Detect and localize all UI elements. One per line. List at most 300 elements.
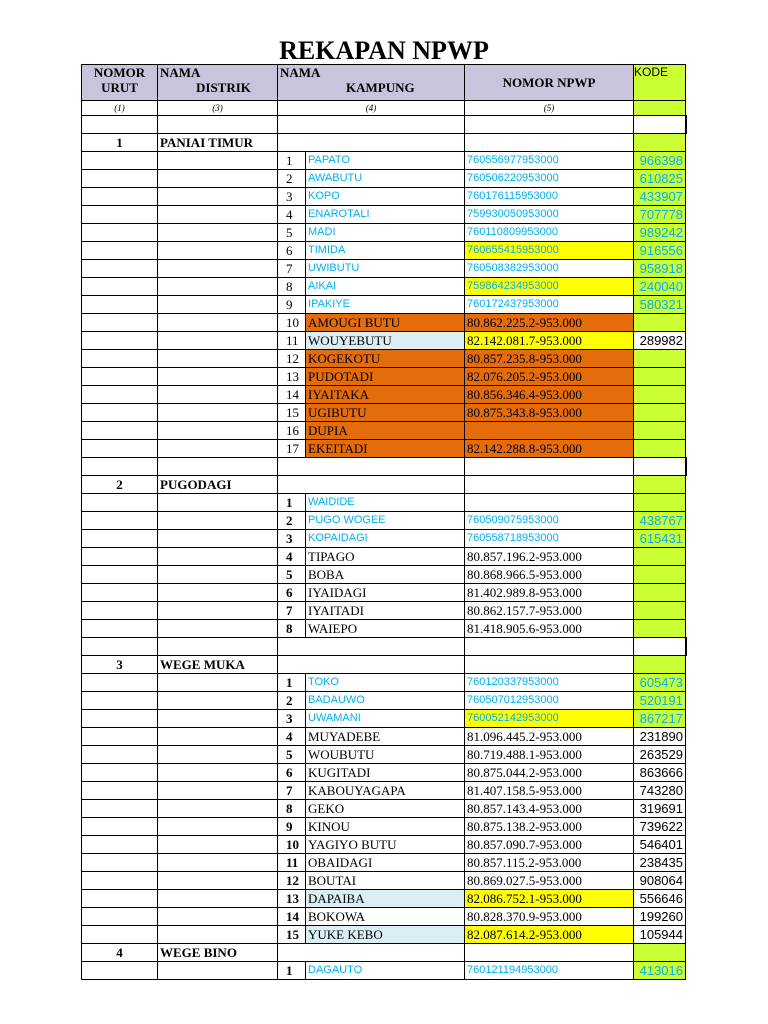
npwp-value: 81.418.905.6-953.000 — [465, 620, 634, 638]
npwp-value: 760556977953000 — [465, 152, 634, 170]
empty-cell — [82, 458, 158, 476]
empty-cell — [82, 422, 158, 440]
empty-cell — [278, 656, 465, 674]
npwp-value: 82.086.752.1-953.000 — [465, 890, 634, 908]
header-nama-kampung — [278, 65, 465, 101]
kode-value — [634, 602, 686, 620]
npwp-value: 80.857.235.8-953.000 — [465, 350, 634, 368]
kode-value: 438767 — [634, 512, 686, 530]
district-name: WEGE MUKA — [158, 656, 278, 674]
village-number: 13 — [278, 890, 306, 908]
village-number: 9 — [278, 296, 306, 314]
empty-cell — [82, 584, 158, 602]
table-row — [82, 386, 687, 404]
kode-cell — [634, 134, 686, 152]
empty-cell — [82, 800, 158, 818]
empty-cell — [158, 818, 278, 836]
kode-value: 916556 — [634, 242, 686, 260]
empty-cell — [82, 962, 158, 980]
table-row — [82, 800, 687, 818]
npwp-value: 760110809953000 — [465, 224, 634, 242]
empty-cell — [158, 116, 278, 134]
empty-cell — [158, 566, 278, 584]
village-number: 2 — [278, 512, 306, 530]
empty-cell — [158, 782, 278, 800]
district-name: WEGE BINO — [158, 944, 278, 962]
empty-cell — [82, 674, 158, 692]
empty-cell — [82, 710, 158, 728]
npwp-value: 80.862.157.7-953.000 — [465, 602, 634, 620]
village-number: 7 — [278, 782, 306, 800]
npwp-value: 80.857.115.2-953.000 — [465, 854, 634, 872]
table-row — [82, 368, 687, 386]
kode-value — [634, 368, 686, 386]
empty-cell — [82, 620, 158, 638]
district-row — [82, 656, 687, 674]
npwp-value: 760509075953000 — [465, 512, 634, 530]
table-row — [82, 152, 687, 170]
empty-cell — [82, 926, 158, 944]
village-name: IYAITAKA — [306, 386, 465, 404]
village-name: WOUYEBUTU — [306, 332, 465, 350]
empty-cell — [158, 242, 278, 260]
empty-cell — [278, 116, 465, 134]
header-nama-distrik-line2: DISTRIK — [196, 80, 251, 95]
header-nomor-urut-line2: URUT — [101, 80, 138, 95]
kode-value — [634, 566, 686, 584]
table-row — [82, 440, 687, 458]
npwp-value: 80.875.343.8-953.000 — [465, 404, 634, 422]
empty-cell — [158, 458, 278, 476]
kode-value: 105944 — [634, 926, 686, 944]
empty-cell — [158, 440, 278, 458]
village-name: DAGAUTO — [306, 962, 465, 980]
npwp-value: 82.076.205.2-953.000 — [465, 368, 634, 386]
kode-value: 580321 — [634, 296, 686, 314]
village-number: 1 — [278, 494, 306, 512]
table-row — [82, 818, 687, 836]
village-number: 11 — [278, 332, 306, 350]
empty-cell — [465, 134, 634, 152]
empty-cell — [82, 116, 158, 134]
table-row — [82, 332, 687, 350]
table-row — [82, 296, 687, 314]
kode-value — [634, 404, 686, 422]
kode-value: 610825 — [634, 170, 686, 188]
village-number: 10 — [278, 314, 306, 332]
village-number: 6 — [278, 584, 306, 602]
village-number: 8 — [278, 800, 306, 818]
empty-cell — [158, 350, 278, 368]
village-name: PUGO WOGEE — [306, 512, 465, 530]
table-row — [82, 404, 687, 422]
empty-cell — [82, 188, 158, 206]
kode-value: 707778 — [634, 206, 686, 224]
table-row — [82, 566, 687, 584]
table-row — [82, 278, 687, 296]
village-number: 7 — [278, 602, 306, 620]
table-row — [82, 206, 687, 224]
table-row — [82, 170, 687, 188]
village-number: 17 — [278, 440, 306, 458]
header-nama-kampung-line2: KAMPUNG — [346, 80, 415, 95]
empty-cell — [158, 890, 278, 908]
village-name: YUKE KEBO — [306, 926, 465, 944]
kode-value: 958918 — [634, 260, 686, 278]
empty-cell — [158, 602, 278, 620]
village-number: 6 — [278, 242, 306, 260]
village-name: IYAITADI — [306, 602, 465, 620]
blank-row — [82, 116, 687, 134]
village-number: 5 — [278, 566, 306, 584]
village-number: 1 — [278, 962, 306, 980]
table-row — [82, 584, 687, 602]
table-row — [82, 314, 687, 332]
district-row — [82, 134, 687, 152]
empty-cell — [82, 728, 158, 746]
npwp-value: 80.828.370.9-953.000 — [465, 908, 634, 926]
table-row — [82, 782, 687, 800]
empty-cell — [158, 278, 278, 296]
empty-cell — [82, 854, 158, 872]
npwp-value: 82.087.614.2-953.000 — [465, 926, 634, 944]
village-name: AMOUGI BUTU — [306, 314, 465, 332]
village-name: AWABUTU — [306, 170, 465, 188]
header-row — [82, 65, 687, 101]
kode-value: 546401 — [634, 836, 686, 854]
empty-cell — [634, 116, 686, 134]
empty-cell — [465, 476, 634, 494]
empty-cell — [82, 872, 158, 890]
village-name: TOKO — [306, 674, 465, 692]
table-row — [82, 890, 687, 908]
district-name: PUGODAGI — [158, 476, 278, 494]
kode-value — [634, 440, 686, 458]
village-number: 12 — [278, 350, 306, 368]
npwp-value: 80.719.488.1-953.000 — [465, 746, 634, 764]
village-name: MUYADEBE — [306, 728, 465, 746]
kode-value: 743280 — [634, 782, 686, 800]
table-row — [82, 836, 687, 854]
npwp-value — [465, 422, 634, 440]
empty-cell — [158, 206, 278, 224]
empty-cell — [158, 764, 278, 782]
kode-value: 863666 — [634, 764, 686, 782]
empty-cell — [158, 836, 278, 854]
empty-cell — [465, 116, 634, 134]
empty-cell — [158, 152, 278, 170]
table-row — [82, 260, 687, 278]
empty-cell — [82, 332, 158, 350]
village-name: PUDOTADI — [306, 368, 465, 386]
table-row — [82, 926, 687, 944]
kode-value: 199260 — [634, 908, 686, 926]
village-name: KUGITADI — [306, 764, 465, 782]
empty-cell — [465, 656, 634, 674]
village-number: 12 — [278, 872, 306, 890]
npwp-value: 760121194953000 — [465, 962, 634, 980]
kode-value — [634, 422, 686, 440]
empty-cell — [158, 548, 278, 566]
npwp-value: 760052142953000 — [465, 710, 634, 728]
table-row — [82, 548, 687, 566]
kode-value — [634, 584, 686, 602]
table-row — [82, 494, 687, 512]
village-number: 3 — [278, 188, 306, 206]
colnum-kode — [634, 101, 686, 116]
empty-cell — [158, 746, 278, 764]
empty-cell — [158, 512, 278, 530]
empty-cell — [278, 458, 465, 476]
npwp-value: 80.868.966.5-953.000 — [465, 566, 634, 584]
village-number: 4 — [278, 206, 306, 224]
blank-row — [82, 638, 687, 656]
header-nama-distrik — [158, 65, 278, 101]
kode-value: 289982 — [634, 332, 686, 350]
empty-cell — [82, 278, 158, 296]
kode-value: 413016 — [634, 962, 686, 980]
npwp-value: 80.857.196.2-953.000 — [465, 548, 634, 566]
empty-cell — [82, 890, 158, 908]
village-name: UWAMANI — [306, 710, 465, 728]
npwp-value: 760558718953000 — [465, 530, 634, 548]
empty-cell — [158, 926, 278, 944]
village-number: 15 — [278, 404, 306, 422]
village-name: WAIEPO — [306, 620, 465, 638]
kode-cell — [634, 656, 686, 674]
village-name: IPAKIYE — [306, 296, 465, 314]
empty-cell — [158, 872, 278, 890]
district-row — [82, 476, 687, 494]
district-row — [82, 944, 687, 962]
village-number: 1 — [278, 152, 306, 170]
empty-cell — [278, 638, 465, 656]
table-row — [82, 602, 687, 620]
empty-cell — [82, 692, 158, 710]
empty-cell — [158, 710, 278, 728]
npwp-value: 80.856.346.4-953.000 — [465, 386, 634, 404]
village-name: DUPIA — [306, 422, 465, 440]
empty-cell — [465, 458, 634, 476]
village-name: KINOU — [306, 818, 465, 836]
empty-cell — [158, 404, 278, 422]
empty-cell — [82, 602, 158, 620]
empty-cell — [82, 296, 158, 314]
empty-cell — [158, 908, 278, 926]
empty-cell — [82, 764, 158, 782]
village-name: KOGEKOTU — [306, 350, 465, 368]
empty-cell — [278, 476, 465, 494]
kode-value: 739622 — [634, 818, 686, 836]
district-number: 1 — [82, 134, 158, 152]
empty-cell — [82, 548, 158, 566]
village-name: UWIBUTU — [306, 260, 465, 278]
empty-cell — [278, 944, 465, 962]
table-row — [82, 962, 687, 980]
table-row — [82, 422, 687, 440]
empty-cell — [82, 836, 158, 854]
district-name: PANIAI TIMUR — [158, 134, 278, 152]
kode-cell — [634, 476, 686, 494]
village-name: ENAROTALI — [306, 206, 465, 224]
kode-value: 319691 — [634, 800, 686, 818]
village-name: AIKAI — [306, 278, 465, 296]
district-number: 3 — [82, 656, 158, 674]
empty-cell — [158, 962, 278, 980]
village-number: 5 — [278, 224, 306, 242]
kode-value: 263529 — [634, 746, 686, 764]
npwp-value: 759930050953000 — [465, 206, 634, 224]
village-name: WAIDIDE — [306, 494, 465, 512]
kode-value: 605473 — [634, 674, 686, 692]
empty-cell — [82, 386, 158, 404]
empty-cell — [158, 494, 278, 512]
village-name: EKEITADI — [306, 440, 465, 458]
empty-cell — [82, 242, 158, 260]
colnum-4: (4) — [278, 101, 465, 116]
empty-cell — [82, 908, 158, 926]
npwp-value — [465, 494, 634, 512]
column-number-row — [82, 101, 687, 116]
district-number: 2 — [82, 476, 158, 494]
kode-value: 615431 — [634, 530, 686, 548]
table-row — [82, 692, 687, 710]
npwp-value: 80.857.090.7-953.000 — [465, 836, 634, 854]
empty-cell — [158, 332, 278, 350]
kode-value: 238435 — [634, 854, 686, 872]
village-number: 3 — [278, 710, 306, 728]
colnum-3: (3) — [158, 101, 278, 116]
npwp-value: 81.402.989.8-953.000 — [465, 584, 634, 602]
blank-row — [82, 458, 687, 476]
npwp-value: 760506220953000 — [465, 170, 634, 188]
table-row — [82, 674, 687, 692]
empty-cell — [82, 818, 158, 836]
header-nomor-urut-line1: NOMOR — [93, 65, 146, 80]
npwp-value: 82.142.288.8-953.000 — [465, 440, 634, 458]
village-number: 6 — [278, 764, 306, 782]
empty-cell — [82, 530, 158, 548]
empty-cell — [158, 530, 278, 548]
table-row — [82, 764, 687, 782]
village-name: OBAIDAGI — [306, 854, 465, 872]
kode-value — [634, 548, 686, 566]
empty-cell — [82, 350, 158, 368]
kode-value: 966398 — [634, 152, 686, 170]
village-number: 14 — [278, 908, 306, 926]
table-row — [82, 746, 687, 764]
empty-cell — [158, 188, 278, 206]
header-nama-distrik-line1: NAMA — [160, 65, 201, 80]
empty-cell — [158, 584, 278, 602]
empty-cell — [158, 422, 278, 440]
kode-value: 989242 — [634, 224, 686, 242]
village-name: YAGIYO BUTU — [306, 836, 465, 854]
header-nomor-urut — [82, 65, 158, 101]
kode-cell — [634, 944, 686, 962]
empty-cell — [634, 458, 686, 476]
district-number: 4 — [82, 944, 158, 962]
kode-value — [634, 494, 686, 512]
empty-cell — [278, 134, 465, 152]
npwp-value: 82.142.081.7-953.000 — [465, 332, 634, 350]
village-name: BOKOWA — [306, 908, 465, 926]
village-name: KABOUYAGAPA — [306, 782, 465, 800]
header-nomor-npwp: NOMOR NPWP — [465, 65, 634, 101]
village-name: IYAIDAGI — [306, 584, 465, 602]
colnum-5: (5) — [465, 101, 634, 116]
header-kode: KODE — [634, 65, 686, 101]
table-row — [82, 710, 687, 728]
kode-value: 556646 — [634, 890, 686, 908]
npwp-value: 760120337953000 — [465, 674, 634, 692]
empty-cell — [158, 314, 278, 332]
empty-cell — [82, 152, 158, 170]
npwp-value: 80.875.044.2-953.000 — [465, 764, 634, 782]
empty-cell — [158, 800, 278, 818]
village-name: BADAUWO — [306, 692, 465, 710]
kode-value: 433907 — [634, 188, 686, 206]
npwp-value: 760507012953000 — [465, 692, 634, 710]
npwp-value: 80.862.225.2-953.000 — [465, 314, 634, 332]
empty-cell — [82, 314, 158, 332]
table-row — [82, 350, 687, 368]
village-number: 8 — [278, 620, 306, 638]
kode-value: 867217 — [634, 710, 686, 728]
empty-cell — [158, 296, 278, 314]
village-number: 5 — [278, 746, 306, 764]
kode-value — [634, 386, 686, 404]
npwp-value: 80.869.027.5-953.000 — [465, 872, 634, 890]
table-row — [82, 872, 687, 890]
empty-cell — [158, 170, 278, 188]
village-number: 3 — [278, 530, 306, 548]
empty-cell — [158, 368, 278, 386]
empty-cell — [158, 674, 278, 692]
table-row — [82, 242, 687, 260]
village-name: TIMIDA — [306, 242, 465, 260]
village-number: 7 — [278, 260, 306, 278]
empty-cell — [82, 638, 158, 656]
table-row — [82, 188, 687, 206]
village-number: 8 — [278, 278, 306, 296]
npwp-value: 760176115953000 — [465, 188, 634, 206]
kode-value: 908064 — [634, 872, 686, 890]
kode-value: 231890 — [634, 728, 686, 746]
village-number: 2 — [278, 170, 306, 188]
npwp-value: 759864234953000 — [465, 278, 634, 296]
npwp-value: 80.875.138.2-953.000 — [465, 818, 634, 836]
npwp-value: 760655415953000 — [465, 242, 634, 260]
empty-cell — [158, 728, 278, 746]
empty-cell — [158, 260, 278, 278]
empty-cell — [82, 368, 158, 386]
empty-cell — [82, 440, 158, 458]
empty-cell — [82, 782, 158, 800]
empty-cell — [158, 620, 278, 638]
table-row — [82, 620, 687, 638]
empty-cell — [82, 206, 158, 224]
kode-value — [634, 314, 686, 332]
empty-cell — [158, 224, 278, 242]
npwp-value: 81.096.445.2-953.000 — [465, 728, 634, 746]
table-row — [82, 512, 687, 530]
village-name: BOUTAI — [306, 872, 465, 890]
kode-cell — [686, 638, 687, 656]
empty-cell — [82, 224, 158, 242]
village-number: 13 — [278, 368, 306, 386]
empty-cell — [82, 566, 158, 584]
